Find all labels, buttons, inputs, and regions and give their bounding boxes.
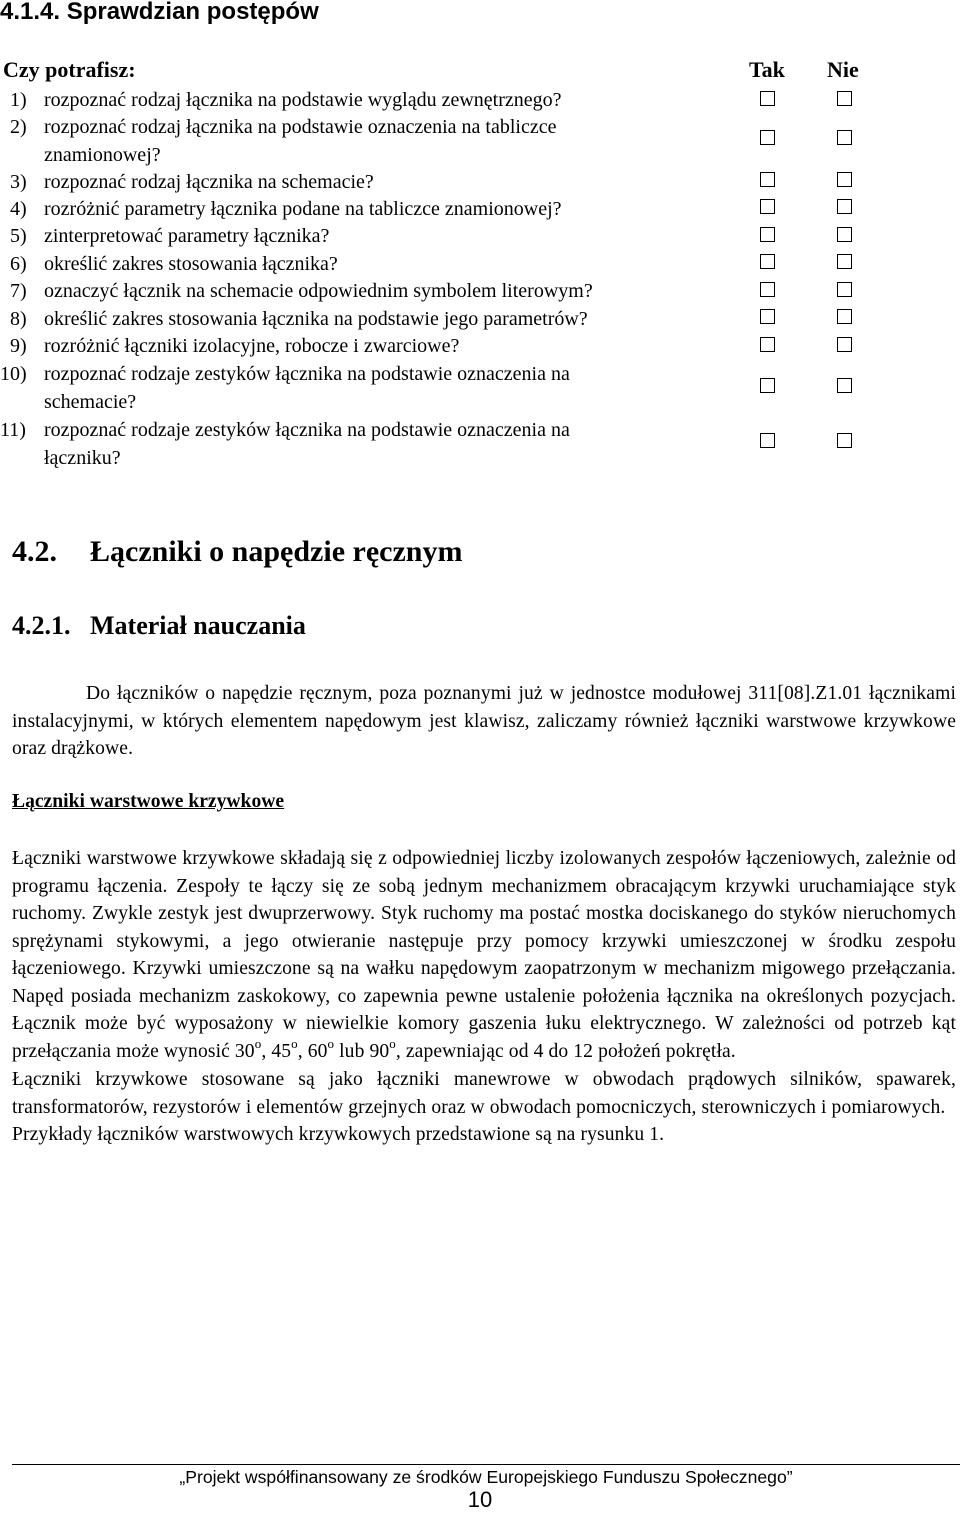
paragraph: Przykłady łączników warstwowych krzywkowych przedstawione są na rysunku 1. bbox=[12, 1124, 665, 1145]
footer-divider bbox=[12, 1464, 960, 1465]
section-number: 4.2. bbox=[12, 535, 57, 568]
subsection-number: 4.2.1. bbox=[12, 611, 71, 640]
page-heading: 4.1.4. Sprawdzian postępów bbox=[0, 0, 319, 25]
no-checkbox[interactable] bbox=[837, 91, 852, 106]
yes-checkbox[interactable] bbox=[760, 91, 775, 106]
footer-text: „Projekt współfinansowany ze środków Europejskiego Funduszu Społecznego” bbox=[179, 1467, 793, 1487]
intro-paragraph: Do łączników o napędzie ręcznym, poza poznanymi już w jednostce modułowej 311[08].Z1.01 łącznikami instalacyjnymi, w których elementem napędowym jest klawisz, zaliczamy również łączniki warstwowe krzywkowe oraz drążkowe. bbox=[12, 683, 956, 759]
yes-column-header: Tak bbox=[749, 57, 785, 82]
no-checkbox[interactable] bbox=[837, 309, 852, 324]
list-item: 7) oznaczyć łącznik na schemacie odpowiednim symbolem literowym? bbox=[10, 280, 593, 302]
body-text bbox=[12, 845, 956, 1149]
yes-checkbox[interactable] bbox=[760, 130, 775, 145]
list-item: 6) określić zakres stosowania łącznika? bbox=[10, 253, 338, 275]
paragraph: Łączniki krzywkowe stosowane są jako łączniki manewrowe w obwodach prądowych silników, spawarek, transformatorów, rezystorów i elementów grzejnych oraz w obwodach pomocniczych, sterowniczych i pomiarowych. bbox=[12, 1069, 956, 1118]
yes-checkbox[interactable] bbox=[760, 337, 775, 352]
yes-checkbox[interactable] bbox=[760, 282, 775, 297]
no-checkbox[interactable] bbox=[837, 254, 852, 269]
checklist-prompt: Czy potrafisz: bbox=[3, 57, 136, 82]
list-item: 9) rozróżnić łączniki izolacyjne, robocze i zwarciowe? bbox=[10, 335, 460, 357]
no-checkbox[interactable] bbox=[837, 130, 852, 145]
list-item: 5) zinterpretować parametry łącznika? bbox=[10, 225, 330, 247]
list-item: 2) rozpoznać rodzaj łącznika na podstawie oznaczenia na tabliczce znamionowej? bbox=[10, 116, 557, 166]
yes-checkbox[interactable] bbox=[760, 227, 775, 242]
list-item: 3) rozpoznać rodzaj łącznika na schemacie? bbox=[10, 171, 374, 193]
yes-checkbox[interactable] bbox=[760, 433, 775, 448]
list-item: 11) rozpoznać rodzaje zestyków łącznika na podstawie oznaczenia na łączniku? bbox=[0, 419, 570, 469]
list-item: 1) rozpoznać rodzaj łącznika na podstawie wyglądu zewnętrznego? bbox=[10, 89, 562, 111]
list-item: 10) rozpoznać rodzaje zestyków łącznika na podstawie oznaczenia na schemacie? bbox=[0, 363, 570, 413]
section-title: Łączniki o napędzie ręcznym bbox=[90, 535, 463, 568]
no-column-header: Nie bbox=[827, 57, 859, 82]
page-number: 10 bbox=[467, 1487, 493, 1512]
no-checkbox[interactable] bbox=[837, 337, 852, 352]
subsection-title: Materiał nauczania bbox=[90, 611, 306, 640]
paragraph: Łączniki warstwowe krzywkowe składają się z odpowiedniej liczby izolowanych zespołów łączeniowych, zależnie od programu łączenia. Zespoły te łączy się ze sobą jednym mechanizmem obracającym krzywki uruchamiające styk ruchomy. Zwykle zestyk jest dwuprzerwowy. Styk ruchomy ma postać mostka dociskanego do styków nieruchomych sprężynami stykowymi, a jego otwieranie następuje przy pomocy krzywki umieszczonej w środku zespołu łączeniowego. Krzywki umieszczone są na wałku napędowym zaopatrzonym w mechanizm migowego przełączania. Napęd posiada mechanizm zaskokowy, co zapewnia pewne ustalenie położenia łącznika na określonych pozycjach. Łącznik może być wyposażony w niewielkie komory gaszenia łuku elektrycznego. W zależności od potrzeb kąt przełączania może wynosić 30$^o$, 45$^o$, 60$^o$ lub 90$^o$, zapewniając od 4 do 12 położeń pokrętła. bbox=[12, 848, 956, 1062]
yes-checkbox[interactable] bbox=[760, 172, 775, 187]
no-checkbox[interactable] bbox=[837, 172, 852, 187]
yes-checkbox[interactable] bbox=[760, 309, 775, 324]
yes-checkbox[interactable] bbox=[760, 378, 775, 393]
no-checkbox[interactable] bbox=[837, 378, 852, 393]
no-checkbox[interactable] bbox=[837, 199, 852, 214]
no-checkbox[interactable] bbox=[837, 433, 852, 448]
list-item: 8) określić zakres stosowania łącznika na podstawie jego parametrów? bbox=[10, 308, 588, 330]
no-checkbox[interactable] bbox=[837, 282, 852, 297]
subheading: Łączniki warstwowe krzywkowe bbox=[12, 791, 285, 812]
yes-checkbox[interactable] bbox=[760, 199, 775, 214]
no-checkbox[interactable] bbox=[837, 227, 852, 242]
list-item: 4) rozróżnić parametry łącznika podane na tabliczce znamionowej? bbox=[10, 198, 562, 220]
yes-checkbox[interactable] bbox=[760, 254, 775, 269]
